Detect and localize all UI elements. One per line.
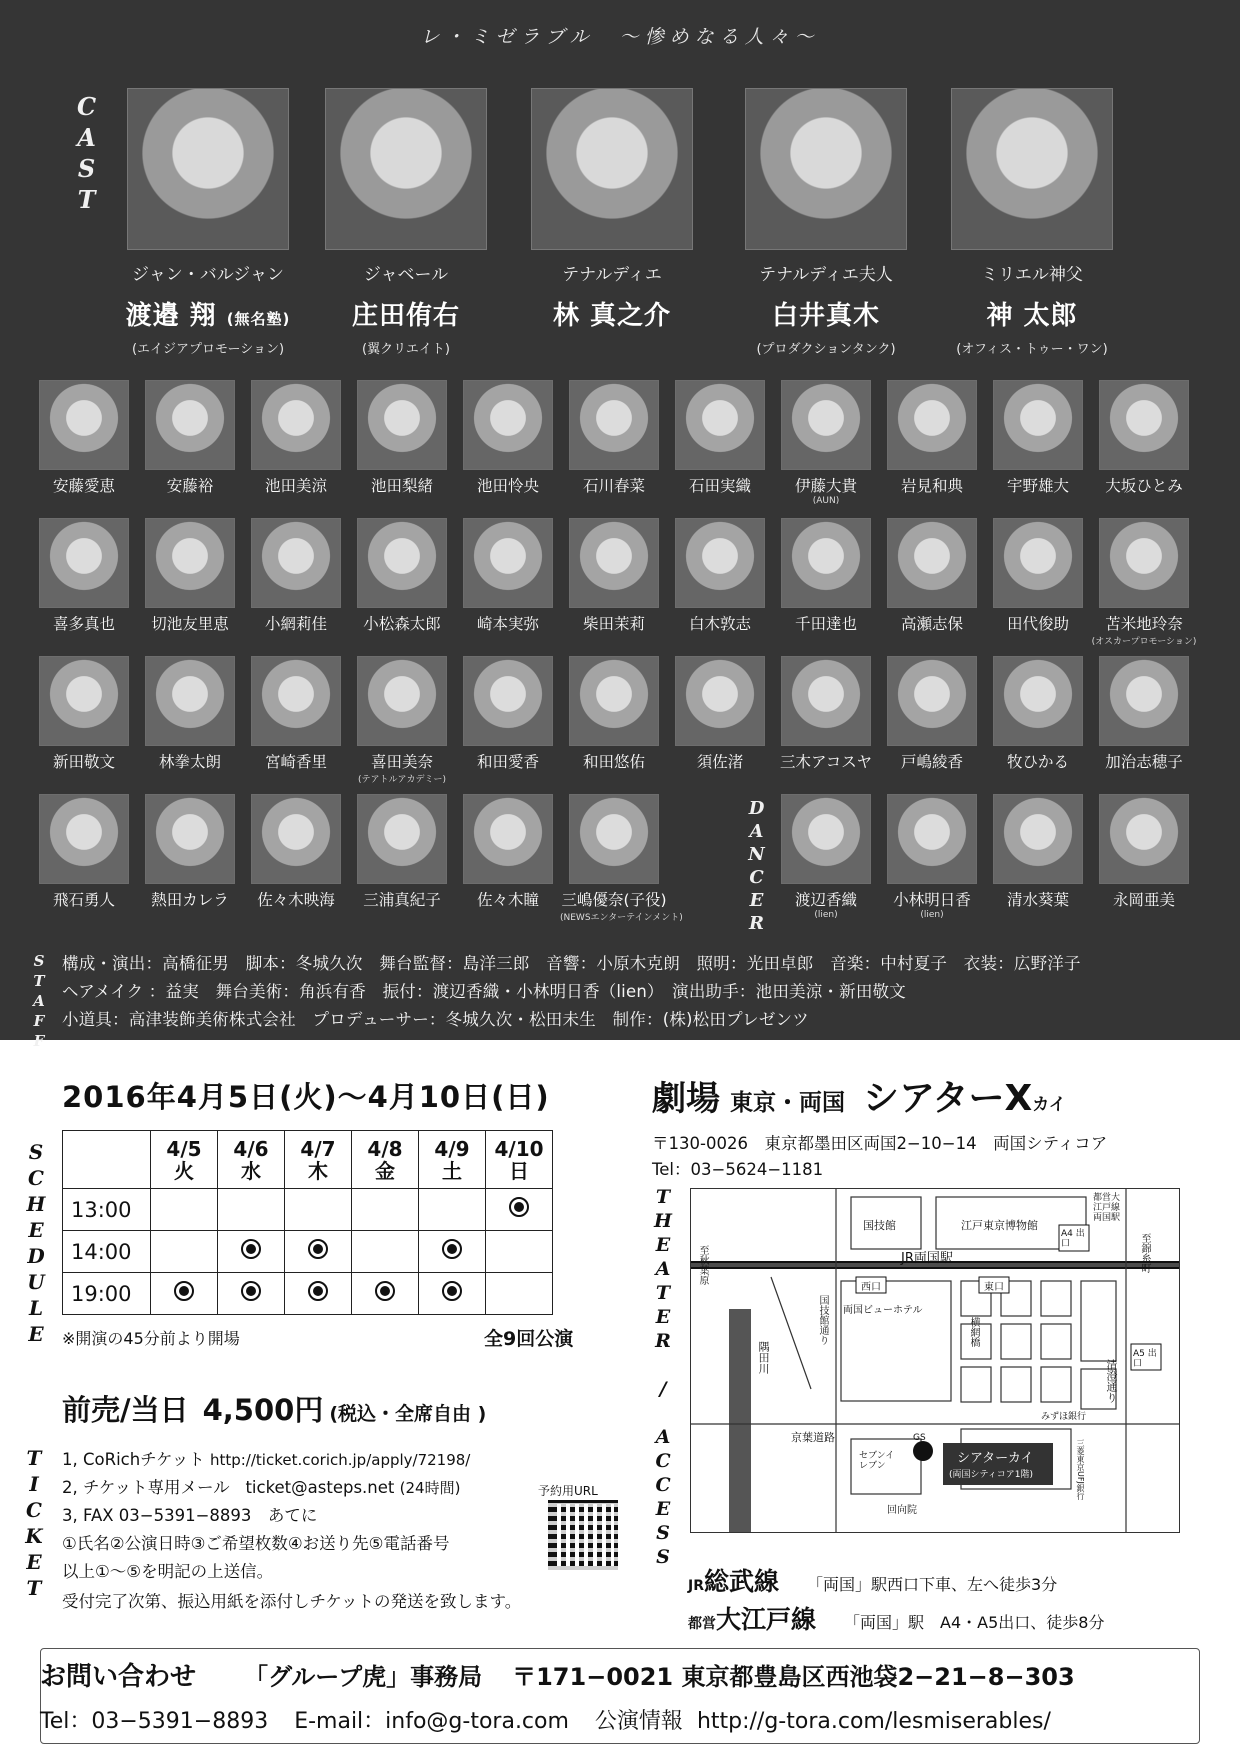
- role-name: ジャン・バルジャン: [132, 265, 284, 285]
- portrait-photo: [251, 518, 341, 608]
- ensemble-member: [878, 656, 986, 772]
- double-circle-icon: [442, 1281, 462, 1301]
- performance-mark: [419, 1231, 486, 1273]
- dancer-member: [772, 794, 880, 920]
- portrait-photo: [569, 656, 659, 746]
- schedule-time: 13:00: [63, 1189, 151, 1231]
- member-name: 須佐渚: [696, 753, 744, 771]
- access-label: THEATER / ACCESS: [652, 1186, 674, 1570]
- role-name: テナルディエ夫人: [759, 265, 893, 285]
- actor-affiliation: (無名塾): [226, 310, 291, 328]
- ensemble-member: [772, 380, 880, 506]
- schedule-empty-cell: [151, 1189, 218, 1231]
- ensemble-member: [454, 380, 562, 496]
- member-agency: (lien): [814, 910, 838, 920]
- ensemble-member: [772, 656, 880, 772]
- member-name: 千田達也: [794, 615, 857, 633]
- portrait-photo: [39, 794, 129, 884]
- double-circle-icon: [241, 1239, 261, 1259]
- member-name: 石川春菜: [582, 477, 645, 495]
- ticket-fax-items: ①氏名②公演日時③ご希望枚数④お送り先⑤電話番号: [62, 1534, 450, 1553]
- schedule-empty-cell: [352, 1189, 419, 1231]
- total-performances: 全9回公演: [484, 1328, 574, 1350]
- line-name: 大江戸線: [716, 1605, 817, 1634]
- portrait-photo: [993, 656, 1083, 746]
- ensemble-member: [136, 794, 244, 910]
- portrait-photo: [781, 794, 871, 884]
- member-agency: (AUN): [812, 496, 840, 506]
- portrait-photo: [1099, 380, 1189, 470]
- contact-info-label: 公演情報: [594, 1709, 683, 1734]
- access-jr: JR総武線 「両国」駅西口下車、左へ徒歩3分: [688, 1567, 1058, 1596]
- portrait-photo: [951, 88, 1113, 250]
- performance-mark: [218, 1273, 285, 1315]
- member-name: 池田美涼: [264, 477, 327, 495]
- contact-address: 〒171−0021 東京都豊島区西池袋2−21−8−303: [512, 1663, 1075, 1691]
- role-name: テナルディエ: [562, 265, 662, 285]
- map-ekoin: 回向院: [887, 1505, 917, 1516]
- lead-cast-4: [726, 88, 926, 357]
- map-kinshicho: 至錦糸町: [1139, 1233, 1150, 1273]
- member-name: 岩見和典: [900, 477, 963, 495]
- portrait-photo: [569, 518, 659, 608]
- member-agency: (テアトルアカデミー): [358, 775, 446, 785]
- map-bank: 三菱東京UFJ銀行: [1076, 1439, 1085, 1500]
- member-name: 小網莉佳: [264, 615, 327, 633]
- performance-mark: [285, 1231, 352, 1273]
- performance-mark: [218, 1231, 285, 1273]
- map-seven-eleven: セブンイレブン: [859, 1451, 895, 1471]
- lead-cast-1: [108, 88, 308, 357]
- schedule-row: [63, 1273, 553, 1315]
- actor-agency: (プロダクションタンク): [756, 342, 896, 357]
- ensemble-member: [454, 656, 562, 772]
- portrait-photo: [781, 656, 871, 746]
- member-name: 石田実織: [688, 477, 751, 495]
- schedule-empty-cell: [285, 1189, 352, 1231]
- member-name: 三浦真紀子: [363, 891, 441, 909]
- ticket-email: 2, チケット専用メール ticket@asteps.net (24時間): [62, 1478, 461, 1497]
- map-gas-station: GS: [913, 1433, 926, 1443]
- schedule-table: [62, 1130, 553, 1315]
- door-open-note: ※開演の45分前より開場: [62, 1329, 240, 1348]
- member-name: 苫米地玲奈: [1105, 615, 1183, 633]
- double-circle-icon: [241, 1281, 261, 1301]
- ensemble-member: [666, 656, 774, 772]
- venue-name-kana: カイ: [1032, 1095, 1066, 1115]
- schedule-empty-cell: [486, 1273, 553, 1315]
- ensemble-member: [136, 656, 244, 772]
- map-akihabara: 至秋葉原: [697, 1245, 708, 1285]
- double-circle-icon: [442, 1239, 462, 1259]
- member-name: 柴田茉莉: [582, 615, 645, 633]
- portrait-photo: [325, 88, 487, 250]
- member-name: 安藤愛恵: [52, 477, 115, 495]
- venue-city: 東京・両国: [730, 1090, 845, 1116]
- performance-mark: [419, 1273, 486, 1315]
- portrait-photo: [1099, 518, 1189, 608]
- dancer-member: [878, 794, 986, 920]
- show-title: レ・ミゼラブル 〜惨めなる人々〜: [420, 26, 820, 48]
- map-kiyosumi: 清澄通り: [1105, 1359, 1118, 1403]
- portrait-photo: [531, 88, 693, 250]
- schedule-date-header: 4/9 土: [419, 1131, 486, 1189]
- member-agency: (NEWSエンターテインメント): [560, 913, 683, 923]
- portrait-photo: [251, 380, 341, 470]
- ensemble-member: [242, 656, 350, 772]
- map-exit-a5: A5 出口: [1133, 1349, 1157, 1369]
- member-name: 宮崎香里: [264, 753, 327, 771]
- portrait-photo: [569, 380, 659, 470]
- portrait-photo: [463, 380, 553, 470]
- double-circle-icon: [308, 1281, 328, 1301]
- ensemble-member: [878, 380, 986, 496]
- ensemble-member: [242, 518, 350, 634]
- schedule-row: [63, 1231, 553, 1273]
- portrait-photo: [463, 518, 553, 608]
- portrait-photo: [463, 656, 553, 746]
- member-agency: (オスカープロモーション): [1091, 637, 1197, 647]
- ensemble-member: [560, 380, 668, 496]
- ensemble-member: [666, 380, 774, 496]
- staff-label: STAFF: [30, 952, 48, 1052]
- member-name: 切池友里恵: [151, 615, 229, 633]
- portrait-photo: [145, 380, 235, 470]
- portrait-photo: [251, 794, 341, 884]
- portrait-photo: [357, 656, 447, 746]
- portrait-photo: [39, 380, 129, 470]
- performance-mark: [151, 1273, 218, 1315]
- access-desc: 「両国」駅 A4・A5出口、徒歩8分: [844, 1613, 1105, 1632]
- portrait-photo: [145, 656, 235, 746]
- member-name: 佐々木瞳: [476, 891, 539, 909]
- portrait-photo: [357, 380, 447, 470]
- corich-link[interactable]: http://ticket.corich.jp/apply/72198/: [209, 1451, 471, 1469]
- map-kokugikan: 国技館: [863, 1219, 896, 1232]
- member-name: 戸嶋綾香: [900, 753, 963, 771]
- dancer-label: DANCER: [746, 798, 767, 936]
- member-name: 喜田美奈: [370, 753, 433, 771]
- actor-name: 渡邉 翔 (無名塾): [125, 301, 291, 331]
- portrait-photo: [39, 656, 129, 746]
- actor-name: 庄田侑右: [351, 301, 460, 331]
- map-oedo-station: 都営大江戸線 両国駅: [1093, 1193, 1121, 1223]
- contact-title: お問い合わせ: [40, 1662, 197, 1692]
- role-name: ジャベール: [363, 265, 449, 285]
- ensemble-member: [984, 380, 1092, 496]
- price-note: (税込・全席自由 ): [329, 1403, 487, 1425]
- contact-url[interactable]: http://g-tora.com/lesmiserables/: [696, 1709, 1051, 1734]
- portrait-photo: [357, 794, 447, 884]
- portrait-photo: [675, 518, 765, 608]
- venue-tel: Tel：03−5624−1181: [652, 1160, 824, 1179]
- member-name: 佐々木映海: [257, 891, 335, 909]
- member-name: 林拳太朗: [158, 753, 221, 771]
- schedule-date-header: 4/10 日: [486, 1131, 553, 1189]
- portrait-photo: [145, 518, 235, 608]
- member-name: 白木敦志: [688, 615, 751, 633]
- ticket-fax: 3, FAX 03−5391−8893 あてに: [62, 1506, 318, 1525]
- member-name: 牧ひかる: [1006, 753, 1069, 771]
- ensemble-member: [1090, 518, 1198, 647]
- line-name: 総武線: [704, 1567, 780, 1596]
- portrait-photo: [993, 518, 1083, 608]
- portrait-photo: [745, 88, 907, 250]
- member-name: 清水葵葉: [1006, 891, 1069, 909]
- access-map: [690, 1188, 1180, 1533]
- member-name: 新田敬文: [52, 753, 115, 771]
- map-exit-a4: A4 出口: [1061, 1229, 1085, 1249]
- dancer-member: [984, 794, 1092, 910]
- ensemble-member: [30, 380, 138, 496]
- member-name: 和田悠佑: [582, 753, 645, 771]
- access-desc: 「両国」駅西口下車、左へ徒歩3分: [807, 1575, 1058, 1594]
- portrait-photo: [145, 794, 235, 884]
- ticket-price: [62, 1388, 486, 1429]
- portrait-photo: [463, 794, 553, 884]
- ensemble-member: [560, 656, 668, 772]
- member-name: 池田梨緒: [370, 477, 433, 495]
- dancer-member: [1090, 794, 1198, 910]
- member-name: 和田愛香: [476, 753, 539, 771]
- actor-name: 白井真木: [771, 301, 880, 331]
- member-name: 伊藤大貴: [794, 477, 857, 495]
- ensemble-member: [242, 380, 350, 496]
- lead-cast-3: [512, 88, 712, 338]
- portrait-photo: [993, 380, 1083, 470]
- contact-row: [40, 1656, 1075, 1693]
- map-mizuho: みずほ銀行: [1041, 1412, 1087, 1422]
- ensemble-member: [348, 794, 456, 910]
- portrait-photo: [781, 518, 871, 608]
- schedule-empty-cell: [218, 1189, 285, 1231]
- portrait-photo: [1099, 656, 1189, 746]
- access-oedo: 都営大江戸線 「両国」駅 A4・A5出口、徒歩8分: [688, 1605, 1105, 1634]
- ensemble-member: [348, 518, 456, 634]
- ensemble-member: [560, 794, 683, 923]
- member-name: 安藤裕: [166, 477, 214, 495]
- portrait-photo: [251, 656, 341, 746]
- schedule-empty-cell: [151, 1231, 218, 1273]
- portrait-photo: [887, 518, 977, 608]
- ensemble-member: [30, 794, 138, 910]
- ensemble-member: [30, 518, 138, 634]
- member-name: 宇野雄大: [1006, 477, 1069, 495]
- ensemble-member: [136, 380, 244, 496]
- venue-address: 〒130-0026 東京都墨田区両国2−10−14 両国シティコア: [652, 1134, 1108, 1153]
- venue-heading: 劇場 東京・両国 シアターXカイ: [652, 1078, 1066, 1119]
- actor-agency: (翼クリエイト): [362, 342, 450, 357]
- portrait-photo: [675, 380, 765, 470]
- map-east-exit: 東口: [984, 1282, 1004, 1293]
- double-circle-icon: [375, 1281, 395, 1301]
- portrait-photo: [887, 656, 977, 746]
- performance-mark: [285, 1273, 352, 1315]
- staff-credits-line-3: 小道具：高津装飾美術株式会社 プロデューサー：冬城久次・松田未生 制作：(株)松田プレゼンツ: [62, 1010, 809, 1029]
- performance-mark: [486, 1189, 553, 1231]
- lead-cast-5: [932, 88, 1132, 357]
- member-name: 加治志穂子: [1105, 753, 1183, 771]
- ticket-label: TICKET: [22, 1446, 46, 1602]
- actor-agency: (オフィス・トゥー・ワン): [956, 342, 1108, 357]
- portrait-photo: [39, 518, 129, 608]
- member-name: 大坂ひとみ: [1105, 477, 1183, 495]
- member-name: 小林明日香: [893, 891, 971, 909]
- double-circle-icon: [308, 1239, 328, 1259]
- member-name: 小松森太郎: [363, 615, 441, 633]
- member-name: 三嶋優奈(子役): [561, 891, 667, 909]
- staff-credits-line-1: 構成・演出：高橋征男 脚本：冬城久次 舞台監督：島洋三郎 音響：小原木克朗 照明：光田卓郎 音楽：中村夏子 衣装：広野洋子: [62, 954, 1081, 973]
- portrait-photo: [887, 380, 977, 470]
- ticket-fax-instruction: 以上①〜⑤を明記の上送信。: [62, 1562, 274, 1581]
- double-circle-icon: [174, 1281, 194, 1301]
- ensemble-member: [1090, 380, 1198, 496]
- staff-credits-line-2: ヘアメイク ：益実 舞台美術：角浜有香 振付：渡辺香織・小林明日香（lien） 演出助手：池田美涼・新田敬文: [62, 982, 906, 1001]
- portrait-photo: [569, 794, 659, 884]
- map-theater: シアターカイ: [957, 1451, 1034, 1466]
- member-name: 崎本実弥: [476, 615, 539, 633]
- schedule-label: SCHEDULE: [24, 1140, 48, 1348]
- ticket-delivery-note: 受付完了次第、振込用紙を添付しチケットの発送を致します。: [62, 1592, 522, 1611]
- map-yokoamibashi: 横網橋: [968, 1317, 979, 1347]
- qr-pattern: [548, 1500, 618, 1570]
- contact-office: 「グループ虎」事務局: [244, 1663, 483, 1691]
- portrait-photo: [675, 656, 765, 746]
- ensemble-member: [666, 518, 774, 634]
- ensemble-member: [1090, 656, 1198, 772]
- portrait-photo: [357, 518, 447, 608]
- contact-email[interactable]: E-mail：info@g-tora.com: [294, 1709, 569, 1734]
- portrait-photo: [887, 794, 977, 884]
- portrait-photo: [127, 88, 289, 250]
- member-name: 池田怜央: [476, 477, 539, 495]
- member-name: 喜多真也: [52, 615, 115, 633]
- map-kokugikan-dori: 国技館通り: [817, 1295, 828, 1345]
- ensemble-member: [878, 518, 986, 634]
- schedule-date-header: 4/5 火: [151, 1131, 218, 1189]
- schedule-time: 14:00: [63, 1231, 151, 1273]
- ensemble-member: [348, 656, 456, 785]
- map-sumida-river: 隅田川: [757, 1341, 770, 1374]
- member-name: 永岡亜美: [1112, 891, 1175, 909]
- ensemble-member: [454, 518, 562, 634]
- ensemble-member: [348, 380, 456, 496]
- schedule-date-header: 4/7 木: [285, 1131, 352, 1189]
- performance-mark: [352, 1273, 419, 1315]
- schedule-empty-cell: [486, 1231, 553, 1273]
- ensemble-member: [242, 794, 350, 910]
- cast-label: CAST: [72, 92, 101, 216]
- member-name: 渡辺香織: [794, 891, 857, 909]
- ensemble-member: [454, 794, 562, 910]
- schedule-corner: [63, 1131, 151, 1189]
- schedule-row: [63, 1189, 553, 1231]
- double-circle-icon: [509, 1197, 529, 1217]
- map-jr-station: JR両国駅: [901, 1251, 953, 1266]
- ensemble-member: [772, 518, 880, 634]
- member-name: 熱田カレラ: [151, 891, 229, 909]
- schedule-date-header: 4/8 金: [352, 1131, 419, 1189]
- member-name: 三木アコスヤ: [780, 753, 872, 771]
- contact-details: [40, 1704, 1051, 1735]
- actor-name: 神 太郎: [986, 301, 1078, 331]
- schedule-date-header: 4/6 水: [218, 1131, 285, 1189]
- schedule-empty-cell: [419, 1189, 486, 1231]
- contact-tel: Tel：03−5391−8893: [40, 1709, 269, 1734]
- map-keiyo: 京葉道路: [791, 1431, 835, 1444]
- ensemble-member: [30, 656, 138, 772]
- member-name: 田代俊助: [1006, 615, 1069, 633]
- ensemble-member: [136, 518, 244, 634]
- ensemble-member: [560, 518, 668, 634]
- schedule-time: 19:00: [63, 1273, 151, 1315]
- lead-cast-2: [306, 88, 506, 357]
- map-theater-sub: (両国シティコア1階): [949, 1470, 1034, 1480]
- schedule-empty-cell: [352, 1231, 419, 1273]
- role-name: ミリエル神父: [981, 265, 1083, 285]
- ticket-email-link[interactable]: ticket@asteps.net: [245, 1478, 395, 1497]
- map-hotel: 両国ビューホテル: [843, 1305, 923, 1316]
- member-name: 高瀬志保: [900, 615, 963, 633]
- member-agency: (lien): [920, 910, 944, 920]
- ticket-corich: 1, CoRichチケット http://ticket.corich.jp/apply/72198/: [62, 1450, 471, 1469]
- ensemble-member: [984, 656, 1092, 772]
- performance-dates: 2016年4月5日(火)〜4月10日(日): [62, 1080, 550, 1114]
- map-west-exit: 西口: [861, 1282, 881, 1293]
- map-museum: 江戸東京博物館: [961, 1219, 1038, 1232]
- portrait-photo: [993, 794, 1083, 884]
- portrait-photo: [781, 380, 871, 470]
- price-label: 前売/当日: [62, 1393, 189, 1427]
- ensemble-member: [984, 518, 1092, 634]
- price-amount: 4,500円: [202, 1393, 324, 1427]
- portrait-photo: [1099, 794, 1189, 884]
- qr-caption: 予約用URL: [538, 1484, 598, 1498]
- member-name: 飛石勇人: [52, 891, 115, 909]
- venue-name: シアターX: [863, 1078, 1033, 1119]
- actor-name: 林 真之介: [552, 301, 672, 331]
- actor-agency: (エイジアプロモーション): [131, 342, 285, 357]
